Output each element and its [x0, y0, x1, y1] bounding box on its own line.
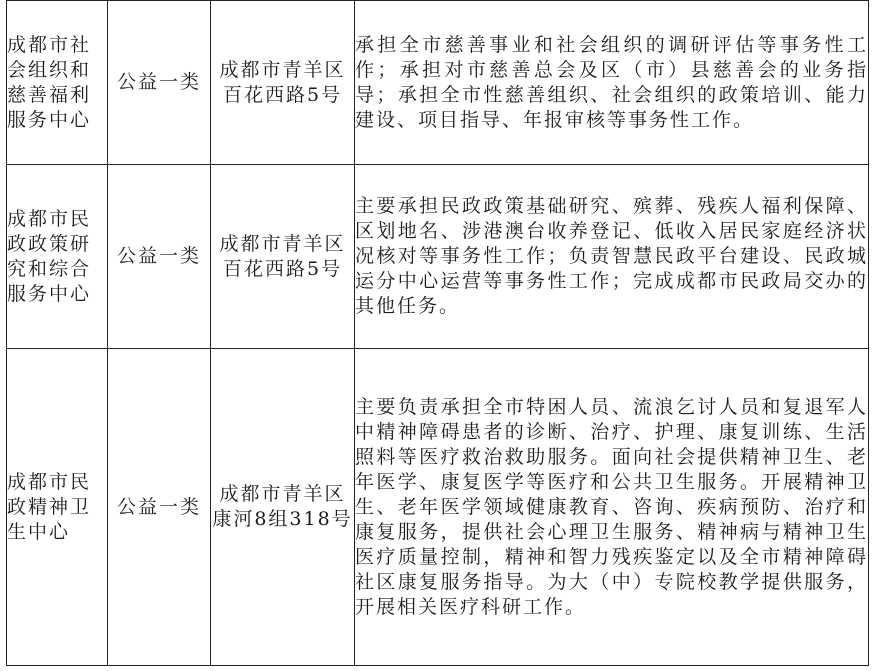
institution-name-cell — [7, 349, 108, 666]
institution-name: 成都市民政政策研究和综合服务中心 — [7, 207, 92, 305]
institution-address: 成都市青羊区康河8组318号 — [212, 483, 353, 530]
table-row — [7, 1, 869, 165]
address-cell — [211, 349, 355, 666]
institution-category: 公益一类 — [116, 245, 201, 267]
category-cell — [108, 1, 211, 165]
institution-name-cell — [7, 165, 108, 349]
table-row — [7, 165, 869, 349]
institution-duties: 主要负责承担全市特困人员、流浪乞讨人员和复退军人中精神障碍患者的诊断、治疗、护理、康复训练、生活照料等医疗救治救助服务。面向社会提供精神卫生、老年医学、康复医学等医疗和公共卫生服务。开展精神卫生、老年医学领域健康教育、咨询、疾病预防、治疗和康复服务，提供社会心理卫生服务、精神病与精神卫生医疗质量控制，精神和智力残疾鉴定以及全市精神障碍社区康复服务指导。为大（中）专院校教学提供服务，开展相关医疗科研工作。 — [355, 395, 868, 618]
table-row — [7, 349, 869, 666]
institution-duties: 主要承担民政政策基础研究、殡葬、残疾人福利保障、区划地名、涉港澳台收养登记、低收入居民家庭经济状况核对等事务性工作；负责智慧民政平台建设、民政城运分中心运营等事务性工作；完成成都市民政局交办的其他任务。 — [355, 195, 868, 317]
institution-address: 成都市青羊区百花西路5号 — [219, 232, 346, 280]
institution-name: 成都市民政精神卫生中心 — [7, 470, 92, 543]
institution-name-cell — [7, 1, 108, 165]
duties-cell — [355, 349, 869, 666]
category-cell — [108, 165, 211, 349]
institution-category: 公益一类 — [116, 495, 201, 518]
institution-category: 公益一类 — [116, 71, 201, 93]
institution-duties: 承担全市慈善事业和社会组织的调研评估等事务性工作；承担对市慈善总会及区（市）县慈善会的业务指导；承担全市性慈善组织、社会组织的政策培训、能力建设、项目指导、年报审核等事务性工作。 — [355, 33, 868, 131]
duties-cell — [355, 165, 869, 349]
address-cell — [211, 1, 355, 165]
category-cell — [108, 349, 211, 666]
institution-address: 成都市青羊区百花西路5号 — [219, 58, 346, 106]
duties-cell — [355, 1, 869, 165]
institution-name: 成都市社会组织和慈善福利服务中心 — [7, 33, 92, 131]
institution-table — [6, 0, 869, 666]
address-cell — [211, 165, 355, 349]
